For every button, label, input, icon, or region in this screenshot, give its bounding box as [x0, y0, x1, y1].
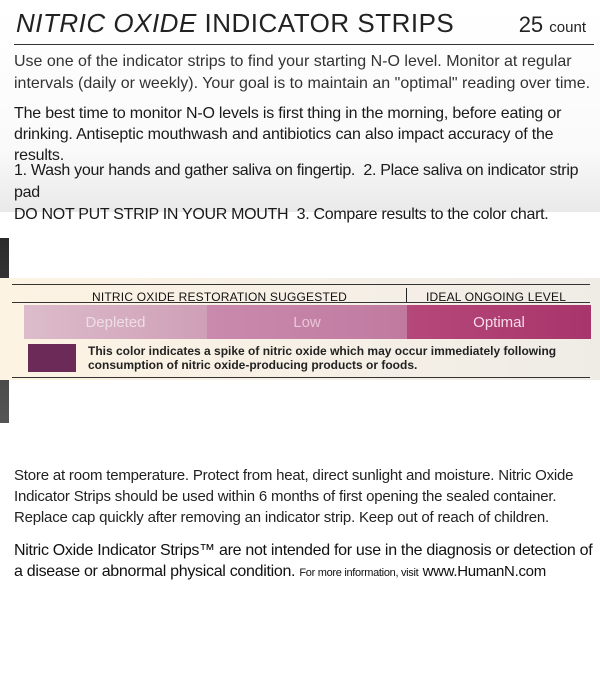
ideal-level-header: IDEAL ONGOING LEVEL: [426, 290, 567, 304]
warning-text: DO NOT PUT STRIP IN YOUR MOUTH: [14, 206, 289, 223]
swatch-depleted: [24, 305, 207, 339]
swatch-optimal: [407, 305, 591, 339]
step-3: 3. Compare results to the color chart.: [296, 206, 549, 223]
chart-header-rule: [12, 302, 590, 303]
product-title: [16, 8, 454, 39]
swatch-low-label: Low: [293, 313, 321, 331]
disclaimer-paragraph: [14, 540, 594, 584]
website-link[interactable]: www.HumanN.com: [422, 563, 546, 580]
chart-bottom-rule: [12, 377, 590, 378]
storage-paragraph: Store at room temperature. Protect from heat, direct sunlight and moisture. Nitric Oxide Indicator Strips should be used within 6 months of first opening the sealed container. Replace cap quickly after removing an indicator strip. Keep out of reach of children.: [14, 467, 574, 526]
swatch-optimal-label: Optimal: [473, 313, 525, 331]
best-time-text: The best time to monitor N-O levels is first thing in the morning, before eating or drinking.: [14, 105, 562, 143]
step-2: 2. Place saliva on indicator strip pad: [14, 162, 579, 201]
spike-color-swatch: [28, 344, 76, 372]
steps-paragraph: [14, 160, 594, 226]
intro-paragraph: Use one of the indicator strips to find your starting N-O level. Monitor at regular intervals (daily or weekly). Your goal is to maintain an "optimal" reading over time.: [14, 53, 591, 92]
restoration-header: NITRIC OXIDE RESTORATION SUGGESTED: [92, 290, 348, 304]
disclaimer-text: Nitric Oxide Indicator Strips™ are not intended for use in the diagnosis or detection of a disease or abnormal physical condition.: [14, 542, 593, 580]
strip-count: [519, 12, 586, 38]
swatch-low: [207, 305, 407, 339]
chart-top-rule: [12, 284, 590, 285]
count-unit: count: [549, 19, 586, 36]
title-divider: [14, 44, 594, 45]
more-info-text: For more information, visit: [299, 567, 419, 579]
timing-paragraph: [14, 103, 594, 166]
spike-note: This color indicates a spike of nitric oxide which may occur immediately following consumption of nitric oxide-producing products or foods.: [88, 344, 557, 372]
swatch-depleted-label: Depleted: [85, 313, 146, 331]
title-nitric-oxide: NITRIC OXIDE: [16, 8, 197, 38]
step-1: 1. Wash your hands and gather saliva on fingertip.: [14, 162, 356, 179]
title-indicator-strips: INDICATOR STRIPS: [204, 8, 455, 38]
caution-text: Antiseptic mouthwash and antibiotics can also impact accuracy of the results.: [14, 126, 554, 164]
count-number: 25: [518, 12, 544, 37]
chart-header-divider: [406, 288, 407, 302]
